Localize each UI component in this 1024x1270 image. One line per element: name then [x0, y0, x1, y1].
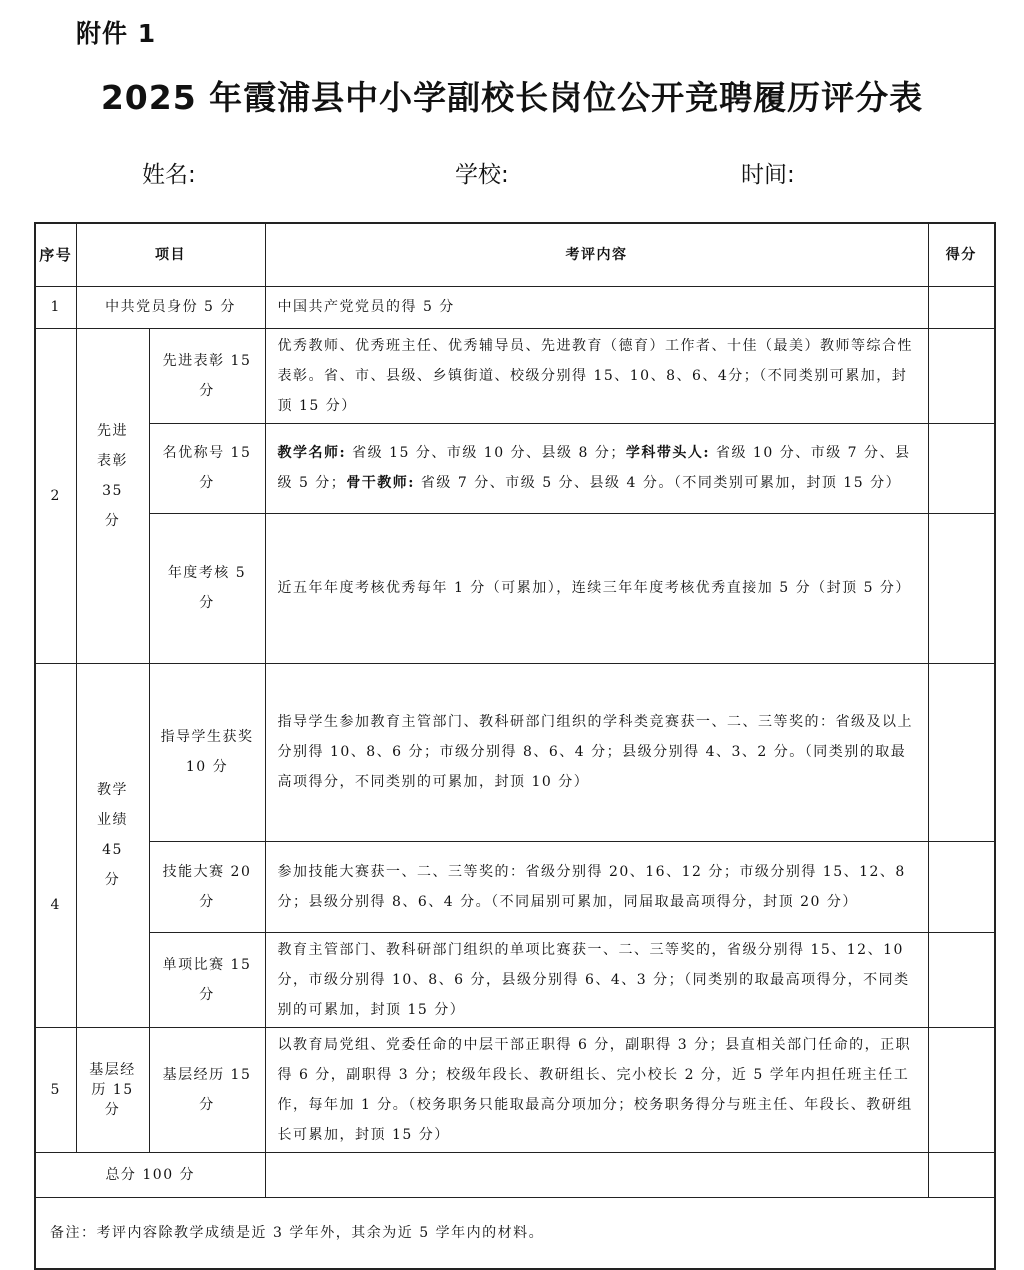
row2-sub2-score-cell[interactable]	[928, 423, 995, 513]
row4-index: 4	[35, 663, 76, 1027]
table-row	[35, 932, 995, 1027]
row4-sub2-content: 参加技能大赛获一、二、三等奖的：省级分别得 20、16、12 分；市级分别得 15、12、8 分；县级分别得 8、6、4 分。（不同届别可累加，同届取最高项得分，封顶 20 分）	[265, 841, 928, 932]
page-title: 2025 年霞浦县中小学副校长岗位公开竞聘履历评分表	[100, 78, 924, 117]
row2-category: 先进表彰 35 分	[76, 328, 149, 663]
table-row	[35, 423, 995, 513]
row4-category: 教学业绩 45 分	[76, 663, 149, 1027]
row4-sub2-item: 技能大赛 20 分	[149, 841, 265, 932]
table-row	[35, 328, 995, 423]
row4-sub1-content: 指导学生参加教育主管部门、教科研部门组织的学科类竞赛获一、二、三等奖的：省级及以上分别得 10、8、6 分；市级分别得 8、6、4 分；县级分别得 4、3、2 分。（同类别的取最高项得分，不同类别的可累加，封顶 10 分）	[265, 663, 928, 841]
row5-score-cell[interactable]	[928, 1027, 995, 1152]
row2-sub3-score-cell[interactable]	[928, 513, 995, 663]
header-item: 项目	[76, 223, 265, 286]
row4-sub2-score-cell[interactable]	[928, 841, 995, 932]
total-label: 总分 100 分	[35, 1152, 265, 1197]
total-score-cell[interactable]	[928, 1152, 995, 1197]
table-note-row	[35, 1197, 995, 1269]
row2-sub1-content: 优秀教师、优秀班主任、优秀辅导员、先进教育（德育）工作者、十佳（最美）教师等综合性表彰。省、市、县级、乡镇街道、校级分别得 15、10、8、6、4分；（不同类别可累加，封顶 15 分）	[265, 328, 928, 423]
table-row	[35, 1027, 995, 1152]
score-table	[34, 222, 996, 1270]
name-field-label: 姓名:	[142, 162, 196, 188]
row4-sub1-item: 指导学生获奖 10 分	[149, 663, 265, 841]
time-field-label: 时间:	[741, 162, 795, 188]
row1-index: 1	[35, 286, 76, 328]
row1-score-cell[interactable]	[928, 286, 995, 328]
header-index: 序号	[35, 223, 76, 286]
row2-sub1-item: 先进表彰 15 分	[149, 328, 265, 423]
row2-sub3-item: 年度考核 5 分	[149, 513, 265, 663]
table-row	[35, 663, 995, 841]
row5-item: 基层经历 15 分	[149, 1027, 265, 1152]
row1-content: 中国共产党党员的得 5 分	[265, 286, 928, 328]
row2-sub1-score-cell[interactable]	[928, 328, 995, 423]
row2-sub3-content: 近五年年度考核优秀每年 1 分（可累加），连续三年年度考核优秀直接加 5 分（封顶 5 分）	[265, 513, 928, 663]
table-row	[35, 513, 995, 663]
header-content: 考评内容	[265, 223, 928, 286]
table-row	[35, 286, 995, 328]
row2-sub2-content: 教学名师: 省级 15 分、市级 10 分、县级 8 分；学科带头人: 省级 10 分、市级 7 分、县级 5 分；骨干教师: 省级 7 分、市级 5 分、县级 4 分。（不同类别可累加，封顶 15 分）	[265, 423, 928, 513]
row2-sub2-item: 名优称号 15 分	[149, 423, 265, 513]
row5-content: 以教育局党组、党委任命的中层干部正职得 6 分，副职得 3 分；县直相关部门任命的，正职得 6 分，副职得 3 分；校级年段长、教研组长、完小校长 2 分，近 5 学年内担任班主任工作，每年加 1 分。（校务职务只能取最高分项加分；校务职务得分与班主任、年段长、教研组长可累加，封顶 15 分）	[265, 1027, 928, 1152]
row2-index: 2	[35, 328, 76, 663]
attachment-label: 附件 1	[76, 19, 157, 48]
row5-category: 基层经历 15 分	[76, 1027, 149, 1152]
school-field-label: 学校:	[455, 162, 509, 188]
header-score: 得分	[928, 223, 995, 286]
row4-sub1-score-cell[interactable]	[928, 663, 995, 841]
table-row	[35, 841, 995, 932]
row4-sub3-item: 单项比赛 15 分	[149, 932, 265, 1027]
row4-sub3-content: 教育主管部门、教科研部门组织的单项比赛获一、二、三等奖的，省级分别得 15、12、10 分，市级分别得 10、8、6 分，县级分别得 6、4、3 分；（同类别的取最高项得分，不同类别的可累加，封顶 15 分）	[265, 932, 928, 1027]
row4-sub3-score-cell[interactable]	[928, 932, 995, 1027]
total-content-cell	[265, 1152, 928, 1197]
row5-index: 5	[35, 1027, 76, 1152]
table-note: 备注：考评内容除教学成绩是近 3 学年外，其余为近 5 学年内的材料。	[35, 1197, 995, 1269]
table-header-row	[35, 223, 995, 286]
table-total-row	[35, 1152, 995, 1197]
row1-item: 中共党员身份 5 分	[76, 286, 265, 328]
